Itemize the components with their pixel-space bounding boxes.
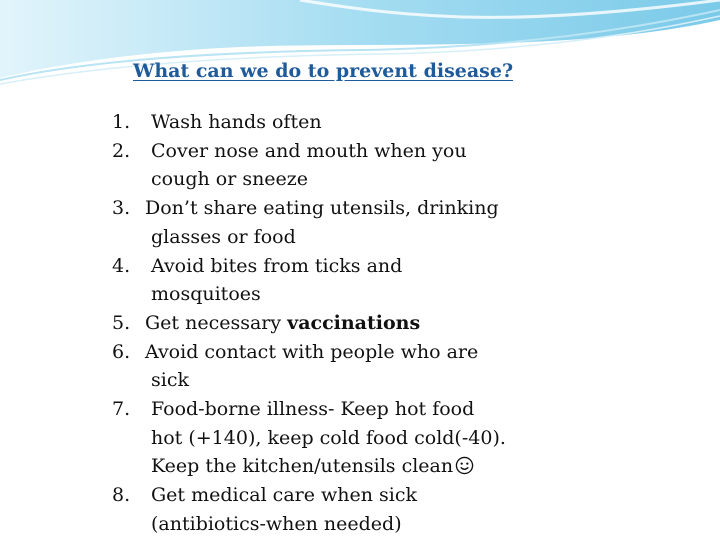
list-item bbox=[112, 137, 712, 194]
list-number: 4. bbox=[112, 254, 131, 277]
list-text-lead: Get necessary bbox=[145, 311, 288, 334]
list-number: 8. bbox=[112, 484, 131, 507]
list-text-continued: glasses or food bbox=[151, 225, 296, 248]
list-text-bold: vaccinations bbox=[287, 311, 421, 334]
list-text bbox=[112, 309, 712, 338]
list-item bbox=[112, 481, 712, 538]
list-text: Get medical care when sick bbox=[151, 484, 418, 507]
smiley-face-icon bbox=[455, 456, 474, 475]
list-text: Cover nose and mouth when you bbox=[151, 139, 467, 162]
list-item bbox=[112, 252, 712, 309]
list-text: Food-borne illness- Keep hot food bbox=[151, 398, 475, 421]
prevention-list bbox=[112, 108, 712, 539]
list-number: 1. bbox=[112, 111, 131, 133]
list-item bbox=[112, 194, 712, 251]
list-number: 7. bbox=[112, 398, 131, 421]
list-text-continued: hot (+140), keep cold food cold(-40). bbox=[151, 426, 506, 449]
list-text-line: Keep the kitchen/utensils clean bbox=[151, 455, 454, 478]
list-text-continued: (antibiotics-when needed) bbox=[151, 512, 402, 535]
list-text: Wash hands often bbox=[151, 111, 322, 133]
list-text-continued: mosquitoes bbox=[151, 283, 261, 306]
list-text: Avoid contact with people who are bbox=[145, 340, 479, 363]
slide-title: What can we do to prevent disease? bbox=[133, 60, 514, 82]
list-item bbox=[112, 108, 712, 137]
list-text: Avoid bites from ticks and bbox=[151, 254, 403, 277]
list-item bbox=[112, 309, 712, 338]
list-number: 2. bbox=[112, 139, 131, 162]
list-number: 5. bbox=[112, 311, 131, 334]
list-text: Don’t share eating utensils, drinking bbox=[145, 197, 499, 220]
list-text-continued bbox=[112, 452, 712, 481]
list-item bbox=[112, 395, 712, 481]
list-number: 3. bbox=[112, 197, 131, 220]
list-text-continued: cough or sneeze bbox=[151, 168, 309, 191]
list-item bbox=[112, 338, 712, 395]
list-number: 6. bbox=[112, 340, 131, 363]
list-text-continued: sick bbox=[151, 369, 189, 392]
